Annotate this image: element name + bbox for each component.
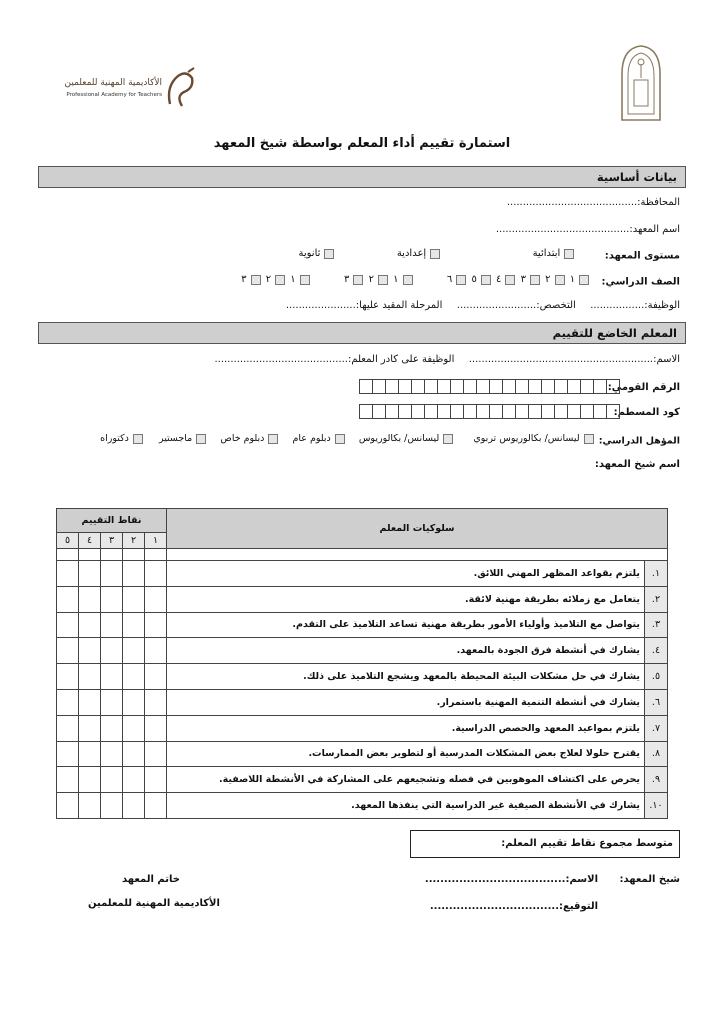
checkbox[interactable] (324, 249, 334, 259)
behavior-text: يلتزم بقواعد المظهر المهني اللائق. (167, 561, 645, 587)
checkbox[interactable] (378, 275, 388, 285)
checkbox[interactable] (133, 434, 143, 444)
teacher-heading: المعلم الخاضع للتقييم (38, 322, 686, 344)
grade-primary-5[interactable]: ٥ (471, 274, 492, 285)
score-cell[interactable] (145, 664, 167, 690)
institute-level-row (299, 248, 681, 262)
level-option-prep[interactable]: إعدادية (397, 248, 442, 259)
cadre-job-field[interactable]: الوظيفة على كادر المعلم:.......................................... (214, 354, 455, 365)
table-row (57, 741, 668, 767)
qual-option-bachelor[interactable]: ليسانس/ بكالوريوس (359, 433, 455, 444)
table-row (57, 664, 668, 690)
behavior-text: يلتزم بمواعيد المعهد والحصص الدراسية. (167, 715, 645, 741)
checkbox[interactable] (268, 434, 278, 444)
checkbox[interactable] (564, 249, 574, 259)
score-cell[interactable] (57, 586, 79, 612)
score-cell[interactable] (145, 612, 167, 638)
academy-logo-english: Professional Academy for Teachers (66, 92, 162, 98)
checkbox[interactable] (481, 275, 491, 285)
score-cell[interactable] (57, 638, 79, 664)
table-row (57, 612, 668, 638)
row-number: ٩. (645, 767, 668, 793)
score-cell[interactable] (57, 664, 79, 690)
row-number: ٣. (645, 612, 668, 638)
level-option-primary[interactable]: ابتدائية (533, 248, 577, 259)
academy-logo (52, 66, 198, 110)
behavior-text: يتعامل مع زملائه بطريقة مهنية لائقة. (167, 586, 645, 612)
checkbox[interactable] (530, 275, 540, 285)
score-cell[interactable] (123, 689, 145, 715)
checkbox[interactable] (335, 434, 345, 444)
grade-primary-6[interactable]: ٦ (447, 274, 468, 285)
azhar-emblem-icon (618, 44, 664, 122)
checkbox[interactable] (300, 275, 310, 285)
points-col-3: ٣ (101, 533, 123, 549)
evaluation-table (56, 508, 668, 819)
score-cell[interactable] (57, 689, 79, 715)
grade-primary-2[interactable]: ٢ (545, 274, 566, 285)
score-cell[interactable] (145, 638, 167, 664)
qualification-label: المؤهل الدراسي: (598, 435, 680, 447)
behavior-text: يتواصل مع التلاميذ وأولياء الأمور بطريقة مهنية تساعد التلاميذ على التقدم. (167, 612, 645, 638)
score-cell[interactable] (79, 741, 101, 767)
basic-data-heading: بيانات أساسية (38, 166, 686, 188)
row-number: ٤. (645, 638, 668, 664)
level-option-secondary[interactable]: ثانوية (299, 248, 337, 259)
grade-sec-3[interactable]: ٣ (241, 274, 262, 285)
code-boxes[interactable] (360, 404, 620, 419)
behavior-text: يشارك في أنشطة التنمية المهنية باستمرار. (167, 689, 645, 715)
score-cell[interactable] (57, 767, 79, 793)
grade-sec-1[interactable]: ١ (290, 274, 311, 285)
average-score-box[interactable]: متوسط مجموع نقاط تقييم المعلم: (410, 830, 680, 858)
institute-level-label: مستوى المعهد: (604, 250, 680, 262)
qual-option-general-diploma[interactable]: دبلوم عام (292, 433, 346, 444)
score-cell[interactable] (145, 793, 167, 819)
score-cell[interactable] (79, 638, 101, 664)
score-cell[interactable] (123, 767, 145, 793)
grade-label: الصف الدراسي: (601, 276, 680, 288)
teacher-name-row (214, 354, 680, 365)
checkbox[interactable] (353, 275, 363, 285)
grade-prep-3[interactable]: ٣ (344, 274, 365, 285)
score-cell[interactable] (101, 689, 123, 715)
teacher-name-field[interactable]: الاسم:.......................................................... (468, 354, 680, 365)
job-row (286, 300, 680, 311)
grade-primary-4[interactable]: ٤ (496, 274, 517, 285)
institute-name-field[interactable]: اسم المعهد:.......................................... (495, 224, 680, 235)
code-label: كود المسطم: (613, 407, 680, 418)
score-cell[interactable] (101, 664, 123, 690)
row-number: ١. (645, 561, 668, 587)
checkbox[interactable] (251, 275, 261, 285)
row-number: ١٠. (645, 793, 668, 819)
checkbox[interactable] (275, 275, 285, 285)
score-cell[interactable] (123, 561, 145, 587)
grade-primary-3[interactable]: ٣ (521, 274, 542, 285)
score-cell[interactable] (101, 586, 123, 612)
score-cell[interactable] (101, 561, 123, 587)
score-cell[interactable] (57, 561, 79, 587)
table-row (57, 689, 668, 715)
score-cell[interactable] (79, 612, 101, 638)
checkbox[interactable] (403, 275, 413, 285)
stage-field[interactable]: المرحلة المقيد عليها:...................... (285, 300, 443, 311)
table-row (57, 586, 668, 612)
job-field[interactable]: الوظيفة:................. (590, 300, 680, 311)
score-cell[interactable] (123, 741, 145, 767)
score-cell[interactable] (79, 586, 101, 612)
table-row (57, 793, 668, 819)
score-cell[interactable] (101, 741, 123, 767)
table-row (57, 561, 668, 587)
score-cell[interactable] (123, 612, 145, 638)
score-cell[interactable] (101, 767, 123, 793)
points-col-4: ٤ (79, 533, 101, 549)
score-cell[interactable] (79, 715, 101, 741)
checkbox[interactable] (443, 434, 453, 444)
score-cell[interactable] (123, 715, 145, 741)
score-cell[interactable] (145, 715, 167, 741)
sheikh-name-label: اسم شيخ المعهد: (594, 459, 680, 470)
behavior-text: يشارك في الأنشطة الصيفية غير الدراسية التي ينفذها المعهد. (167, 793, 645, 819)
checkbox[interactable] (430, 249, 440, 259)
evaluation-rows (57, 561, 668, 819)
score-cell[interactable] (145, 586, 167, 612)
qual-option-edu-bachelor[interactable]: ليسانس/ بكالوريوس تربوي (473, 433, 595, 444)
behavior-text: يشارك في حل مشكلات البيئة المحيطة بالمعهد ويشجع التلاميذ على ذلك. (167, 664, 645, 690)
row-number: ٧. (645, 715, 668, 741)
row-number: ٦. (645, 689, 668, 715)
points-col-5: ٥ (57, 533, 79, 549)
score-cell[interactable] (101, 638, 123, 664)
qual-option-phd[interactable]: دكتوراه (100, 433, 145, 444)
table-row (57, 715, 668, 741)
grade-prep-1[interactable]: ١ (393, 274, 414, 285)
score-cell[interactable] (123, 664, 145, 690)
sheikh-label: شيخ المعهد: (619, 874, 680, 885)
score-cell[interactable] (145, 561, 167, 587)
score-cell[interactable] (79, 793, 101, 819)
national-id-label: الرقم القومي: (607, 382, 680, 393)
score-cell[interactable] (79, 767, 101, 793)
row-number: ٨. (645, 741, 668, 767)
academy-emblem-icon (164, 66, 198, 110)
points-col-2: ٢ (123, 533, 145, 549)
behavior-text: يشارك في أنشطة فرق الجودة بالمعهد. (167, 638, 645, 664)
score-cell[interactable] (101, 793, 123, 819)
qual-option-master[interactable]: ماجستير (159, 433, 208, 444)
national-id-boxes[interactable] (360, 379, 620, 394)
checkbox[interactable] (579, 275, 589, 285)
grade-prep-2[interactable]: ٢ (369, 274, 390, 285)
qualification-row (100, 433, 680, 447)
grade-row (241, 274, 680, 288)
table-row (57, 638, 668, 664)
checkbox[interactable] (555, 275, 565, 285)
grade-primary-1[interactable]: ١ (570, 274, 591, 285)
score-cell[interactable] (79, 689, 101, 715)
behaviors-header: سلوكيات المعلم (167, 509, 668, 549)
seal-label: خاتم المعهد (122, 874, 180, 885)
score-cell[interactable] (57, 793, 79, 819)
academy-logo-arabic: الأكاديمية المهنية للمعلمين (64, 78, 162, 88)
checkbox[interactable] (196, 434, 206, 444)
score-cell[interactable] (79, 561, 101, 587)
points-col-1: ١ (145, 533, 167, 549)
governorate-field[interactable]: المحافظة:......................................... (506, 197, 680, 208)
points-header: نقاط التقييم (57, 509, 167, 533)
score-cell[interactable] (101, 612, 123, 638)
checkbox[interactable] (456, 275, 466, 285)
score-cell[interactable] (145, 767, 167, 793)
score-cell[interactable] (123, 793, 145, 819)
academy-label: الأكاديمية المهنية للمعلمين (88, 898, 220, 909)
sheikh-name-line[interactable]: الاسم:..................................... (424, 874, 598, 885)
specialization-field[interactable]: التخصص:......................... (456, 300, 576, 311)
row-number: ٥. (645, 664, 668, 690)
score-cell[interactable] (57, 715, 79, 741)
score-cell[interactable] (145, 741, 167, 767)
behavior-text: يحرص على اكتشاف الموهوبين في فصله وتشجيعهم على المشاركة في الأنشطة اللاصفية. (167, 767, 645, 793)
table-row (57, 767, 668, 793)
checkbox[interactable] (505, 275, 515, 285)
score-cell[interactable] (145, 689, 167, 715)
score-cell[interactable] (123, 638, 145, 664)
score-cell[interactable] (57, 612, 79, 638)
qual-option-special-diploma[interactable]: دبلوم خاص (220, 433, 280, 444)
score-cell[interactable] (79, 664, 101, 690)
score-cell[interactable] (57, 741, 79, 767)
checkbox[interactable] (584, 434, 594, 444)
row-number: ٢. (645, 586, 668, 612)
grade-sec-2[interactable]: ٢ (266, 274, 287, 285)
behavior-text: يقترح حلولا لعلاج بعض المشكلات المدرسية أو لتطوير بعض الممارسات. (167, 741, 645, 767)
score-cell[interactable] (123, 586, 145, 612)
score-cell[interactable] (101, 715, 123, 741)
signature-line[interactable]: التوقيع:.................................. (429, 901, 598, 912)
page-title: استمارة تقييم أداء المعلم بواسطة شيخ المعهد (213, 136, 511, 151)
